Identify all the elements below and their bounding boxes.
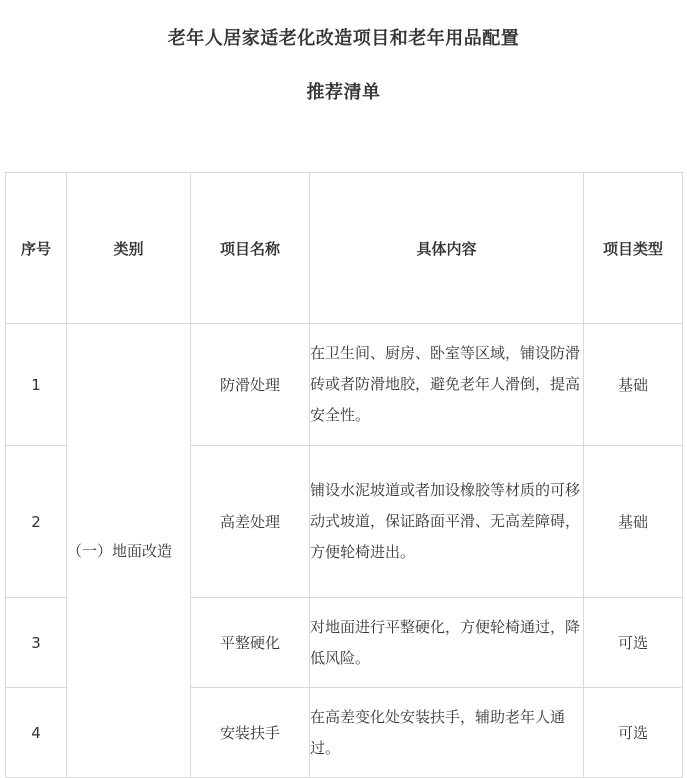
header-content: 具体内容 xyxy=(310,173,584,324)
cell-item-type: 可选 xyxy=(584,598,683,688)
cell-item-type: 基础 xyxy=(584,324,683,446)
cell-content: 铺设水泥坡道或者加设橡胶等材质的可移动式坡道，保证路面平滑、无高差障碍，方便轮椅进出。 xyxy=(310,446,584,598)
cell-no: 3 xyxy=(6,598,67,688)
document-title: 老年人居家适老化改造项目和老年用品配置 xyxy=(167,28,520,49)
table-header-row xyxy=(6,173,683,324)
cell-content: 在卫生间、厨房、卧室等区域，铺设防滑砖或者防滑地胶，避免老年人滑倒，提高安全性。 xyxy=(310,324,584,446)
cell-item-name: 安装扶手 xyxy=(191,688,310,778)
recommendation-table xyxy=(5,172,683,778)
cell-item-name: 高差处理 xyxy=(191,446,310,598)
cell-item-name: 防滑处理 xyxy=(191,324,310,446)
cell-item-name: 平整硬化 xyxy=(191,598,310,688)
header-item-type: 项目类型 xyxy=(584,173,683,324)
cell-no: 2 xyxy=(6,446,67,598)
cell-item-type: 基础 xyxy=(584,446,683,598)
header-item-name: 项目名称 xyxy=(191,173,310,324)
table-row xyxy=(6,324,683,446)
cell-no: 1 xyxy=(6,324,67,446)
document-subtitle: 推荐清单 xyxy=(306,82,381,103)
header-category: 类别 xyxy=(67,173,191,324)
cell-no: 4 xyxy=(6,688,67,778)
cell-content: 在高差变化处安装扶手，辅助老年人通过。 xyxy=(310,688,584,778)
cell-content: 对地面进行平整硬化，方便轮椅通过，降低风险。 xyxy=(310,598,584,688)
header-no: 序号 xyxy=(6,173,67,324)
cell-category: （一）地面改造 xyxy=(67,324,191,778)
cell-item-type: 可选 xyxy=(584,688,683,778)
